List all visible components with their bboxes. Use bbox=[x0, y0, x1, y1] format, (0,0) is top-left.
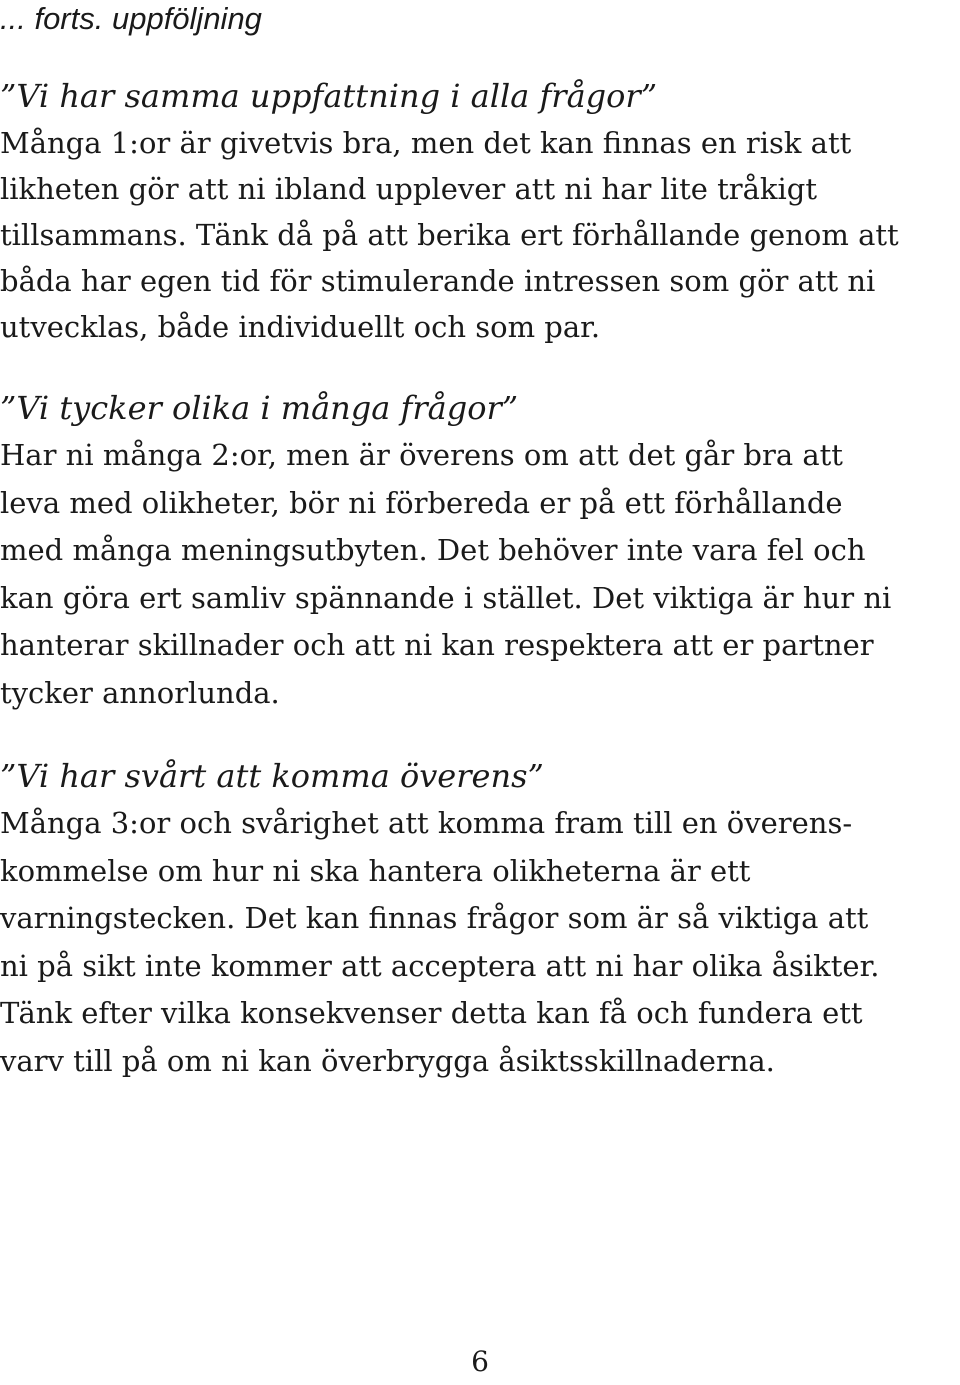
section-hard-to-agree bbox=[0, 752, 960, 1085]
paragraph-line: Tänk efter vilka konsekvenser detta kan få och fundera ett bbox=[0, 996, 863, 1030]
section-heading: ”Vi har svårt att komma överens” bbox=[0, 757, 544, 795]
paragraph-line: kan göra ert samliv spännande i stället. Det viktiga är hur ni bbox=[0, 580, 892, 615]
paragraph-line: med många meningsutbyten. Det behöver inte vara fel och bbox=[0, 533, 866, 567]
paragraph-line: varv till på om ni kan överbrygga åsiktsskillnaderna. bbox=[0, 1043, 775, 1078]
paragraph-line: utvecklas, både individuellt och som par. bbox=[0, 310, 601, 344]
paragraph-line: hanterar skillnader och att ni kan respektera att er partner bbox=[0, 628, 874, 662]
paragraph-line: kommelse om hur ni ska hantera olikheterna är ett bbox=[0, 853, 751, 888]
paragraph-line: tycker annorlunda. bbox=[0, 675, 280, 710]
paragraph-line: båda har egen tid för stimulerande intressen som gör att ni bbox=[0, 264, 876, 298]
page-number: 6 bbox=[471, 1345, 489, 1378]
paragraph-line: varningstecken. Det kan finnas frågor som är så viktiga att bbox=[0, 901, 869, 935]
paragraph-line: Många 3:or och svårighet att komma fram till en överens- bbox=[0, 806, 853, 840]
section-different-opinions bbox=[0, 384, 960, 717]
paragraph-line: leva med olikheter, bör ni förbereda er på ett förhållande bbox=[0, 485, 843, 520]
section-same-opinion bbox=[0, 72, 960, 350]
paragraph-line: Många 1:or är givetvis bra, men det kan finnas en risk att bbox=[0, 126, 852, 160]
paragraph-line: likheten gör att ni ibland upplever att ni har lite tråkigt bbox=[0, 172, 817, 206]
continuation-header: ... forts. uppföljning bbox=[0, 1, 262, 36]
section-heading: ”Vi tycker olika i många frågor” bbox=[0, 389, 519, 427]
section-heading: ”Vi har samma uppfattning i alla frågor” bbox=[0, 77, 658, 115]
paragraph-line: ni på sikt inte kommer att acceptera att ni har olika åsikter. bbox=[0, 948, 880, 983]
paragraph-line: tillsammans. Tänk då på att berika ert förhållande genom att bbox=[0, 218, 899, 252]
paragraph-line: Har ni många 2:or, men är överens om att det går bra att bbox=[0, 438, 843, 472]
